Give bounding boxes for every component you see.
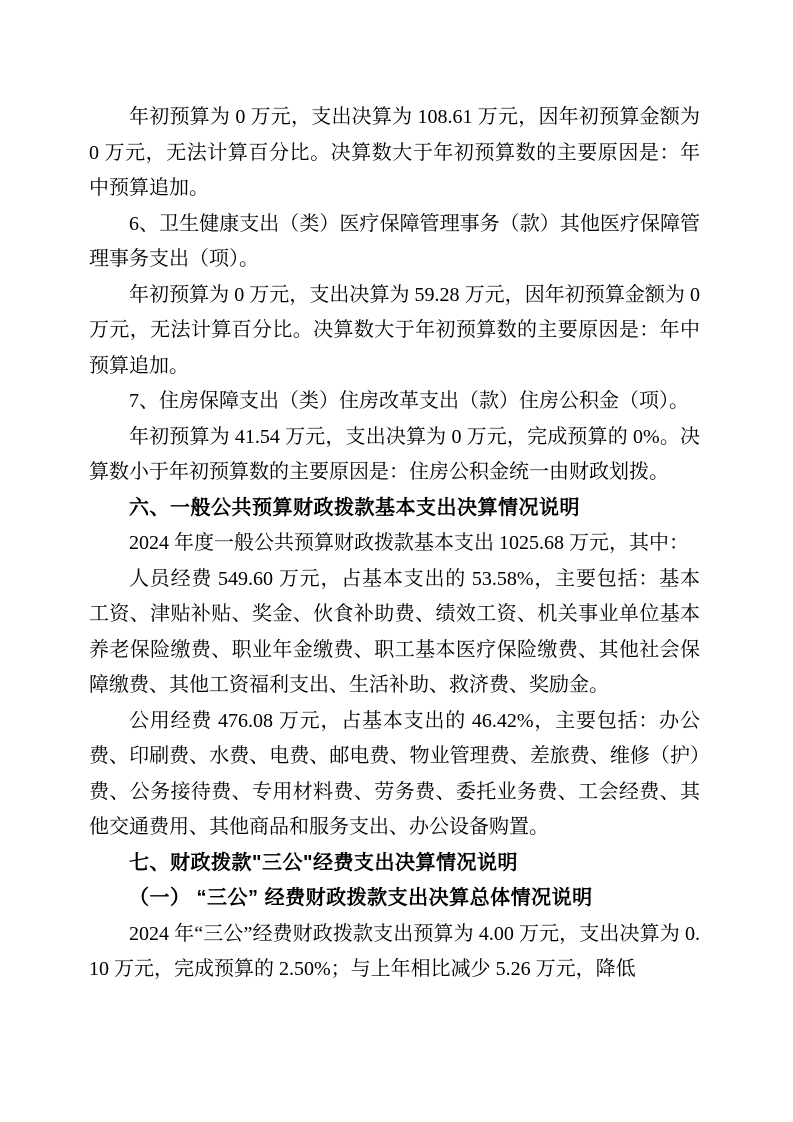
paragraph-personnel-expenses: 人员经费 549.60 万元，占基本支出的 53.58%，主要包括：基本工资、津贴补贴、奖金、伙食补助费、绩效工资、机关事业单位基本养老保险缴费、职业年金缴费、职工基本医疗保险缴费、其他社会保障缴费、其他工资福利支出、生活补助、救济费、奖励金。 <box>89 567 700 696</box>
paragraph-public-expenses: 公用经费 476.08 万元，占基本支出的 46.42%，主要包括：办公费、印刷费、水费、电费、邮电费、物业管理费、差旅费、维修（护）费、公务接待费、专用材料费、劳务费、委托业务费、工会经费、其他交通费用、其他商品和服务支出、办公设备购置。 <box>89 709 700 838</box>
paragraph-item-6-detail: 年初预算为 0 万元，支出决算为 59.28 万元，因年初预算金额为 0 万元，无法计算百分比。决算数大于年初预算数的主要原因是：年中预算追加。 <box>89 283 700 377</box>
paragraph-budget-explanation-1: 年初预算为 0 万元，支出决算为 108.61 万元，因年初预算金额为 0 万元，无法计算百分比。决算数大于年初预算数的主要原因是：年中预算追加。 <box>89 106 700 199</box>
paragraph-three-public-funds-detail: 2024 年“三公”经费财政拨款支出预算为 4.00 万元，支出决算为 0.10 万元，完成预算的 2.50%；与上年相比减少 5.26 万元，降低 <box>89 922 700 980</box>
document-body <box>89 100 700 988</box>
paragraph-item-7-title: 7、住房保障支出（类）住房改革支出（款）住房公积金（项）。 <box>129 390 689 412</box>
paragraph-item-6-title: 6、卫生健康支出（类）医疗保障管理事务（款）其他医疗保障管理事务支出（项）。 <box>89 212 700 270</box>
subsection-heading-overall-situation: （一） “三公” 经费财政拨款支出决算总体情况说明 <box>129 887 593 909</box>
section-heading-6-basic-expenditure: 六、一般公共预算财政拨款基本支出决算情况说明 <box>129 496 580 519</box>
paragraph-basic-expenditure-total: 2024 年度一般公共预算财政拨款基本支出 1025.68 万元，其中： <box>129 532 689 554</box>
section-heading-7-three-public-funds: 七、财政拨款"三公"经费支出决算情况说明 <box>129 851 518 874</box>
paragraph-item-7-detail: 年初预算为 41.54 万元，支出决算为 0 万元，完成预算的 0%。决算数小于年初预算数的主要原因是：住房公积金统一由财政划拨。 <box>89 425 700 483</box>
